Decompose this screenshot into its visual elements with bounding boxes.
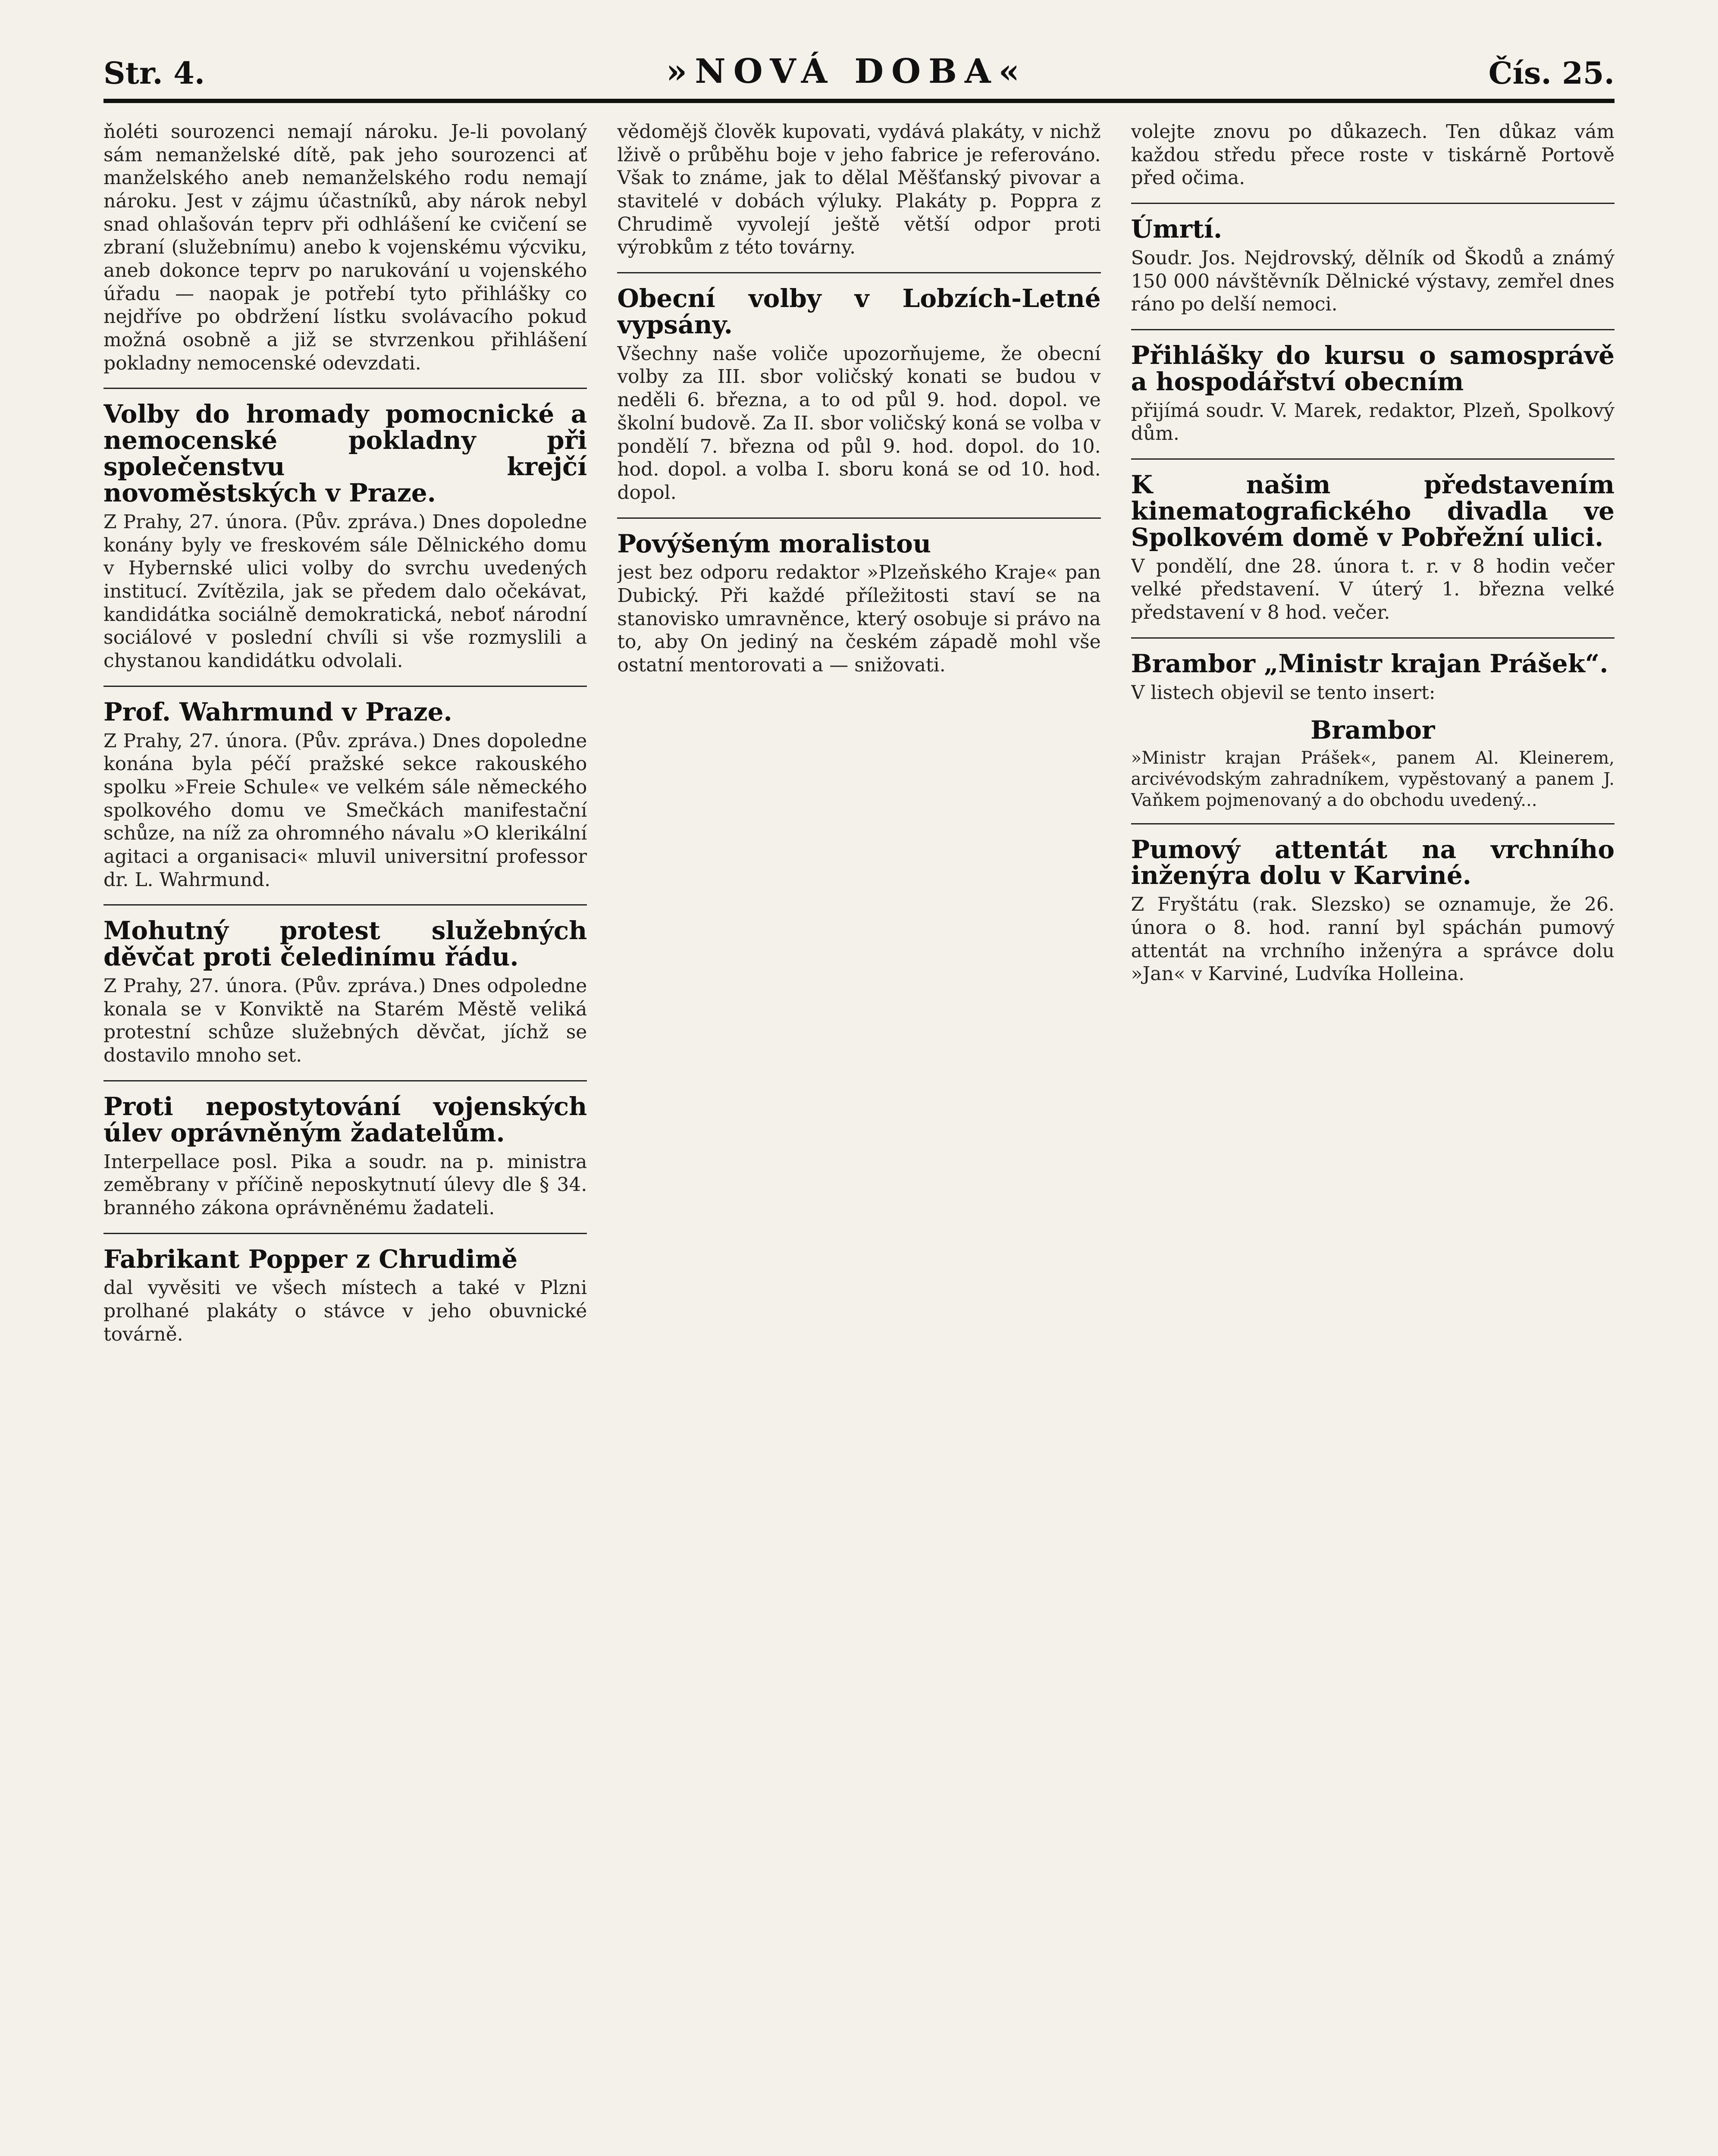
column-3 (1131, 120, 1615, 2156)
column-1-section-3-title: Prof. Wahrmund v Praze. (103, 697, 452, 727)
column-1-section-2-title: Volby do hromady pomocnické a nemocenské pokladny při společenstvu krejčí novoměstských v Praze. (103, 399, 587, 508)
column-3-section-4-text: V pondělí, dne 28. února t. r. v 8 hodin večer velké představení. V úterý 1. března velké představení v 8 hod. večer. (1131, 555, 1615, 624)
divider (1131, 458, 1615, 460)
divider (617, 517, 1100, 519)
divider (1131, 823, 1615, 824)
column-1-section-3 (103, 699, 587, 892)
column-1-section-2 (103, 401, 587, 672)
column-3-section-5-title: Brambor „Ministr krajan Prášek“. (1131, 649, 1608, 678)
column-3-section-2-title: Úmrtí. (1131, 214, 1223, 244)
column-1-section-5-text: Interpellace posl. Pika a soudr. na p. ministra zeměbrany v příčině neposkytnutí úlevy dle § 34. branného zákona oprávněnému žadateli. (103, 1150, 587, 1219)
column-3-section-1-text: volejte znovu po důkazech. Ten důkaz vám každou středu přece roste v tiskárně Portově před očima. (1131, 121, 1615, 189)
divider (103, 686, 587, 687)
divider (103, 904, 587, 906)
insert-title: Brambor (1310, 715, 1435, 745)
column-1-section-5 (103, 1091, 587, 1220)
column-2-section-2-text: Všechny naše voliče upozorňujeme, že obecní volby za III. sbor voličský konati se budou v neděli 6. března, a to od půl 9. hod. dopol. ve školní budově. Za II. sbor voličský koná se volba v pondělí 7. března od půl 9. hod. dopol. do 10. hod. dopol. a volba I. sboru koná se od 10. hod. dopol. (617, 342, 1101, 504)
column-2-section-3-text: jest bez odporu redaktor »Plzeňského Kraje« pan Dubický. Při každé příležitosti staví se na stanovisko umravněnce, který osobuje si právo na to, aby On jediný na českém západě mohl vše ostatní mentorovati a — snižovati. (617, 561, 1101, 677)
divider (617, 272, 1100, 273)
column-3-section-5-text: V listech objevil se tento insert: (1131, 681, 1436, 704)
divider (103, 1233, 587, 1234)
column-1-section-3-text: Z Prahy, 27. února. (Pův. zpráva.) Dnes dopoledne konána byla péčí pražské sekce rakouského spolku »Freie Schule« ve velkém sále německého spolkového domu ve Smečkách manifestační schůze, na níž za ohromného návalu »O klerikální agitaci a organisaci« mluvil universitní professor dr. L. Wahrmund. (103, 730, 587, 891)
column-1-section-6-title: Fabrikant Popper z Chrudimě (103, 1244, 518, 1274)
column-3-section-3 (1131, 342, 1615, 445)
column-1-section-6-text: dal vyvěsiti ve všech místech a také v Plzni prolhané plakáty o stávce v jeho obuvnické továrně. (103, 1277, 587, 1345)
column-3-section-5 (1131, 651, 1615, 705)
page-header (103, 52, 1615, 103)
masthead-title: »NOVÁ DOBA« (666, 52, 1028, 91)
divider (1131, 329, 1615, 330)
column-2 (617, 120, 1100, 2156)
column-3-section-2 (1131, 216, 1615, 316)
column-3-section-4 (1131, 472, 1615, 624)
divider (103, 1080, 587, 1081)
column-1 (103, 120, 587, 2156)
column-2-section-2-title: Obecní volby v Lobzích-Letné vypsány. (617, 284, 1101, 339)
column-1-section-5-title: Proti nepostytování vojenských úlev oprávněným žadatelům. (103, 1091, 587, 1147)
column-3-section-2-text: Soudr. Jos. Nejdrovský, dělník od Škodů a známý 150 000 návštěvník Dělnické výstavy, zemřel dnes ráno po delší nemoci. (1131, 247, 1615, 316)
insert-box (1131, 717, 1615, 811)
column-3-section-7-text: Z Fryštátu (rak. Slezsko) se oznamuje, že 26. února o 8. hod. ranní byl spáchán pumový attentát na vrchního inženýra a správce dolu »Jan« v Karviné, Ludvíka Holleina. (1131, 893, 1615, 985)
column-2-section-1 (617, 120, 1100, 259)
column-2-section-1-text: vědomějš člověk kupovati, vydává plakáty, v nichž lživě o průběhu boje v jeho fabrice je referováno. Však to známe, jak to dělal Měšťanský pivovar a stavitelé v dobách výluky. Plakáty p. Poppra z Chrudimě vyvolejí ještě větší odpor proti výrobkům z této továrny. (617, 121, 1101, 259)
divider (1131, 203, 1615, 204)
column-1-section-4 (103, 918, 587, 1067)
article-columns (103, 120, 1615, 2156)
insert-text: »Ministr krajan Prášek«, panem Al. Kleinerem, arcivévodským zahradníkem, vypěstovaný a panem J. Vaňkem pojmenovaný a do obchodu uvedený... (1131, 748, 1615, 810)
divider (103, 388, 587, 389)
divider (1131, 637, 1615, 639)
column-3-section-4-title: K našim představením kinematografického divadla ve Spolkovém domě v Pobřežní ulici. (1131, 470, 1615, 552)
column-1-section-2-text: Z Prahy, 27. února. (Pův. zpráva.) Dnes dopoledne konány byly ve freskovém sále Dělnického domu v Hybernské ulici volby do svrchu uvedených institucí. Zvítězila, jak se předem dalo očekávat, kandidátka sociálně demokratická, neboť národní sociálové v poslední chvíli si vše rozmyslili a chystanou kandidátku odvolali. (103, 511, 587, 672)
column-1-section-4-title: Mohutný protest služebných děvčat proti čeledinímu řádu. (103, 916, 587, 972)
column-3-section-1 (1131, 120, 1615, 190)
column-2-section-3 (617, 531, 1100, 677)
column-1-section-1 (103, 120, 587, 375)
column-3-section-7-title: Pumový attentát na vrchního inženýra dolu v Karviné. (1131, 834, 1615, 890)
column-1-section-6 (103, 1246, 587, 1346)
column-2-section-2 (617, 285, 1100, 504)
column-1-section-1-text: ňoléti sourozenci nemají nároku. Je-li povolaný sám nemanželské dítě, pak jeho sourozenci ať manželského aneb nemanželského rodu nemají nároku. Jest v zájmu účastníků, aby nárok nebyl snad ohlašován teprv při odhlášení ke cvičení se zbraní (služebnímu) anebo k vojenskému výcviku, aneb dokonce teprv po narukování u vojenského úřadu — naopak je potřebí tyto přihlášky co nejdříve po obdržení lístku svolávacího pokud možná osobně a již se stvrzenkou přihlášení pokladny nemocenské odevzdati. (103, 121, 587, 374)
column-3-section-7 (1131, 834, 1615, 986)
column-1-section-4-text: Z Prahy, 27. února. (Pův. zpráva.) Dnes odpoledne konala se v Konviktě na Starém Městě veliká protestní schůze služebných děvčat, jíchž se dostavilo mnoho set. (103, 975, 587, 1067)
column-3-section-3-text: přijímá soudr. V. Marek, redaktor, Plzeň, Spolkový dům. (1131, 399, 1615, 445)
column-2-section-3-title: Povýšeným moralistou (617, 529, 931, 558)
column-3-section-3-title: Přihlášky do kursu o samosprávě a hospodářství obecním (1131, 340, 1615, 396)
issue-number: Čís. 25. (1488, 55, 1615, 91)
page-number: Str. 4. (103, 55, 205, 91)
